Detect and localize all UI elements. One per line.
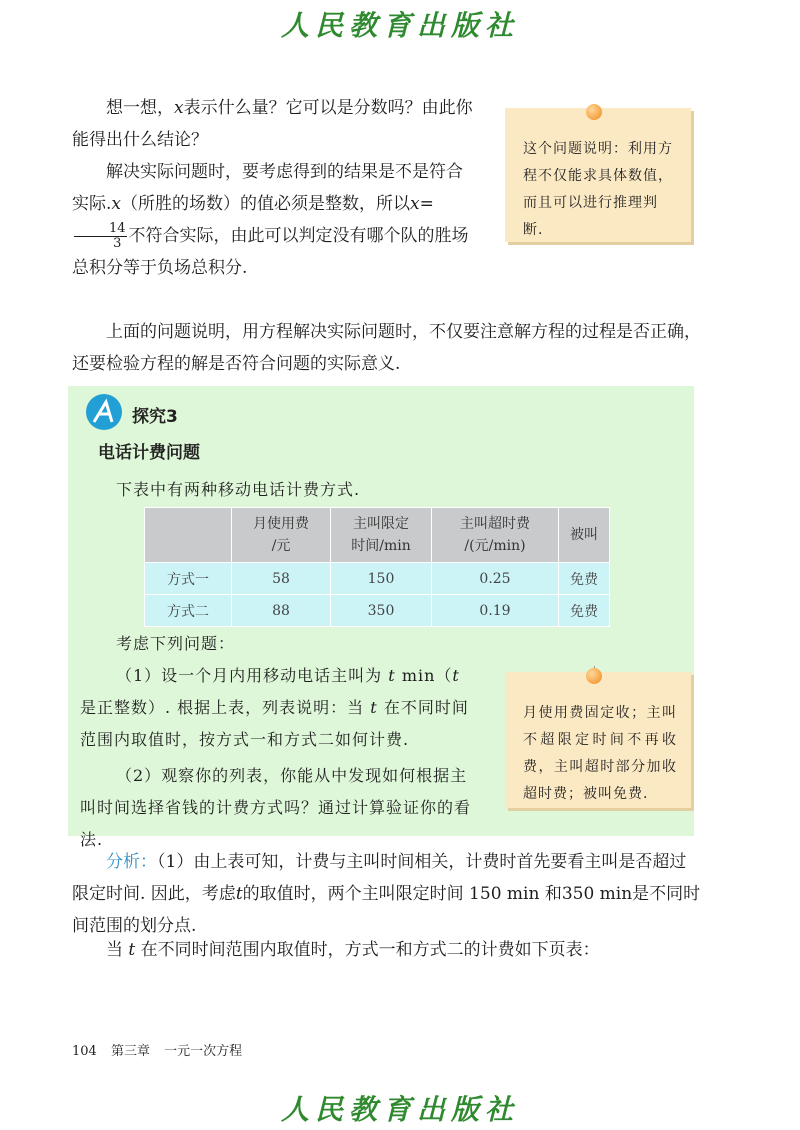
table-cell: 0.19 xyxy=(432,595,559,627)
publisher-logo-top: 人民教育出版社 xyxy=(280,9,519,42)
side-note-2: 月使用费固定收；主叫不超限定时间不再收费，主叫超时部分加收超时费；被叫免费. xyxy=(505,672,691,808)
table-cell: 58 xyxy=(232,563,331,595)
analysis-paragraph: 分析：（1）由上表可知，计费与主叫时间相关，计费时首先要看主叫是否超过限定时间. 因此，考虑t的取值时，两个主叫限定时间 150 min 和350 min是不同时间范围的划分点. xyxy=(72,852,701,936)
explore-title: 探究3 xyxy=(132,407,178,427)
question-2: （2）观察你的列表，你能从中发现如何根据主叫时间选择省钱的计费方式吗？通过计算验证你的看法. xyxy=(80,766,472,849)
publisher-logo-bottom: 人民教育出版社 xyxy=(280,1093,519,1126)
page-number: 104 xyxy=(72,1044,97,1059)
question-1: （1）设一个月内用移动电话主叫为 t min（t是正整数）. 根据上表，列表说明：当 t 在不同时间范围内取值时，按方式一和方式二如何计费. xyxy=(80,666,469,749)
table-header-row xyxy=(145,508,610,563)
table-cell: 150 xyxy=(331,563,432,595)
pin-icon xyxy=(586,668,602,684)
analysis-paragraph-2: 当 t 在不同时间范围内取值时，方式一和方式二的计费如下页表： xyxy=(106,940,600,960)
table-row xyxy=(145,563,610,595)
table-header: 月使用费 /元 xyxy=(232,508,331,563)
table-header: 主叫限定 时间/min xyxy=(331,508,432,563)
page-footer xyxy=(72,1040,252,1059)
consider-label: 考虑下列问题： xyxy=(116,634,236,653)
explore-intro: 下表中有两种移动电话计费方式. xyxy=(116,480,361,499)
table-cell: 免费 xyxy=(559,595,610,627)
table-header: 主叫超时费 /(元/min) xyxy=(432,508,559,563)
table-corner xyxy=(145,508,232,563)
side-note-1: 这个问题说明：利用方程不仅能求具体数值，而且可以进行推理判断. xyxy=(505,108,691,242)
chapter-title: 一元一次方程 xyxy=(164,1044,243,1059)
pin-icon xyxy=(586,104,602,120)
table-header: 被叫 xyxy=(559,508,610,563)
analysis-label: 分析： xyxy=(106,852,157,872)
table-cell: 免费 xyxy=(559,563,610,595)
table-cell: 88 xyxy=(232,595,331,627)
explore-logo-icon xyxy=(86,394,122,430)
plan-table xyxy=(144,507,610,627)
intro-paragraph-1: 想一想，x表示什么量？它可以是分数吗？由此你能得出什么结论？ xyxy=(72,98,473,150)
table-cell: 350 xyxy=(331,595,432,627)
chapter-label: 第三章 xyxy=(110,1044,150,1059)
table-cell: 方式一 xyxy=(145,563,232,595)
summary-paragraph: 上面的问题说明，用方程解决实际问题时，不仅要注意解方程的过程是否正确，还要检验方程的解是否符合问题的实际意义. xyxy=(72,322,701,374)
intro-paragraph-2: 解决实际问题时，要考虑得到的结果是不是符合实际.x（所胜的场数）的值必须是整数，所以x= $\frac{14}{3}$ 不符合实际，由此可以判定没有哪个队的胜场总积分等于负场总积分. xyxy=(72,162,469,278)
explore-subtitle: 电话计费问题 xyxy=(98,443,200,463)
table-cell: 方式二 xyxy=(145,595,232,627)
table-cell: 0.25 xyxy=(432,563,559,595)
table-row xyxy=(145,595,610,627)
fraction-14-3: $\frac{14}{3}$ xyxy=(74,222,127,251)
